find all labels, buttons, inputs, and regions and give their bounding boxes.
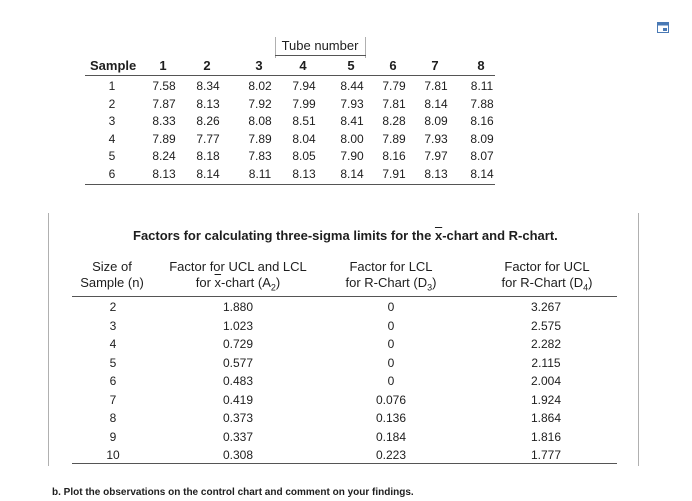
tube-number-label: 4 — [299, 58, 307, 73]
tube-number-label: 1 — [159, 58, 167, 73]
tube-measurement: 8.24 — [152, 149, 176, 163]
tube-measurement: 7.93 — [424, 131, 448, 146]
a2-factor: 0.483 — [222, 374, 254, 388]
tube-measurement: 8.08 — [248, 114, 272, 128]
sample-header: Sample — [90, 58, 137, 73]
d3-factor: 0 — [387, 300, 395, 314]
tube-measurement: 7.94 — [292, 79, 316, 93]
tube-measurement: 7.89 — [152, 131, 176, 146]
d3-factor: 0 — [387, 318, 395, 333]
sample-number: 3 — [108, 114, 116, 128]
sample-size: 6 — [109, 374, 117, 388]
a2-factor: 0.577 — [222, 355, 254, 370]
d4-factor: 1.816 — [530, 429, 562, 444]
d4-factor: 2.575 — [530, 318, 562, 333]
tube-measurement: 8.16 — [470, 114, 494, 128]
d4-factor: 2.115 — [531, 355, 561, 370]
tube-measurement: 8.14 — [424, 96, 448, 111]
col-d4-header: Factor for UCL for R-Chart $(D_4)$ — [501, 259, 593, 293]
col-a2-header: Factor for UCL and LCL for $\overline{x}$-chart $(A_2)$ — [169, 259, 307, 293]
a2-factor: 0.373 — [222, 411, 254, 425]
sample-size: 10 — [106, 448, 120, 462]
tube-measurement: 8.13 — [424, 166, 448, 181]
tube-measurement: 7.91 — [382, 166, 406, 181]
question-text: b. Plot the observations on the control chart and comment on your findings. — [52, 487, 414, 498]
tube-measurement: 8.26 — [196, 114, 220, 128]
sample-size: 2 — [109, 300, 117, 314]
d3-factor: 0.184 — [375, 429, 407, 444]
tube-measurement: 8.18 — [196, 149, 220, 163]
sample-size: 5 — [109, 355, 117, 370]
tube-number-label: 3 — [255, 58, 263, 73]
sample-number: 6 — [108, 166, 116, 181]
d4-factor: 2.004 — [530, 374, 562, 388]
d4-factor: 3.267 — [530, 300, 562, 314]
tube-measurement: 7.77 — [196, 131, 220, 146]
tube-measurement: 7.89 — [248, 131, 272, 146]
tube-measurement: 8.00 — [340, 131, 364, 146]
tube-measurement: 8.05 — [292, 149, 316, 163]
sample-size: 3 — [109, 318, 117, 333]
d4-factor: 2.282 — [530, 337, 562, 351]
col-d3-header: Factor for LCL for R-Chart $(D_3)$ — [345, 259, 437, 293]
tube-measurement: 7.58 — [152, 79, 176, 93]
sample-number: 4 — [108, 131, 116, 146]
d4-factor: 1.924 — [530, 392, 562, 407]
tube-measurement: 7.88 — [470, 96, 494, 111]
tube-measurement: 8.11 — [248, 166, 272, 181]
d3-factor: 0 — [387, 374, 395, 388]
tube-measurement: 8.14 — [340, 166, 364, 181]
tube-measurement: 8.14 — [470, 166, 494, 181]
sample-number: 5 — [108, 149, 116, 163]
sample-number: 2 — [108, 96, 116, 111]
sample-size: 7 — [109, 392, 117, 407]
factors-title: Factors for calculating three-sigma limits for the $\overline{x}$-chart and R-chart. — [133, 228, 558, 243]
tube-measurement: 7.97 — [424, 149, 448, 163]
tube-measurement: 7.81 — [382, 96, 406, 111]
tube-measurement: 8.28 — [382, 114, 406, 128]
d3-factor: 0 — [387, 337, 395, 351]
tube-measurement: 7.93 — [340, 96, 364, 111]
tube-measurement: 7.99 — [292, 96, 316, 111]
tube-measurement: 8.51 — [292, 114, 316, 128]
a2-factor: 0.308 — [222, 448, 254, 462]
tube-measurement: 8.14 — [196, 166, 220, 181]
tube-measurement: 8.09 — [470, 131, 494, 146]
tube-measurement: 8.04 — [292, 131, 316, 146]
tube-measurement: 8.34 — [196, 79, 220, 93]
tube-number-label: 2 — [203, 58, 211, 73]
tube-number-label: 6 — [389, 58, 397, 73]
tube-measurement: 8.07 — [470, 149, 494, 163]
a2-factor: 1.880 — [222, 300, 254, 314]
tube-measurement: 8.13 — [152, 166, 176, 181]
d3-factor: 0.223 — [375, 448, 407, 462]
d4-factor: 1.864 — [530, 411, 562, 425]
tube-measurement: 8.16 — [382, 149, 406, 163]
a2-factor: 0.419 — [222, 392, 254, 407]
tube-number-header: Tube number — [281, 38, 359, 53]
tube-measurement: 8.13 — [292, 166, 316, 181]
tube-number-label: 5 — [347, 58, 355, 73]
a2-factor: 1.023 — [222, 318, 254, 333]
tube-measurement: 8.11 — [470, 79, 494, 93]
tube-measurement: 8.33 — [152, 114, 176, 128]
a2-factor: 0.337 — [222, 429, 254, 444]
a2-factor: 0.729 — [222, 337, 254, 351]
tube-number-label: 7 — [431, 58, 439, 73]
sample-size: 9 — [109, 429, 117, 444]
sample-size: 8 — [109, 411, 117, 425]
tube-measurement: 7.87 — [152, 96, 176, 111]
tube-measurement: 8.02 — [248, 79, 272, 93]
tube-measurement: 7.81 — [424, 79, 448, 93]
col-sample-size-header: Size of Sample (n) — [80, 259, 144, 290]
expand-icon[interactable] — [657, 20, 669, 31]
sample-number: 1 — [108, 79, 116, 93]
tube-measurement: 7.83 — [248, 149, 272, 163]
tube-measurement: 7.89 — [382, 131, 406, 146]
tube-measurement: 8.09 — [424, 114, 448, 128]
tube-measurement: 8.13 — [196, 96, 220, 111]
tube-measurement: 7.92 — [248, 96, 272, 111]
tube-measurement: 7.79 — [382, 79, 406, 93]
d3-factor: 0 — [387, 355, 395, 370]
tube-measurement: 8.44 — [340, 79, 364, 93]
d4-factor: 1.777 — [530, 448, 562, 462]
tube-measurement: 7.90 — [340, 149, 364, 163]
tube-number-label: 8 — [477, 58, 485, 73]
d3-factor: 0.076 — [375, 392, 407, 407]
sample-size: 4 — [109, 337, 117, 351]
d3-factor: 0.136 — [375, 411, 407, 425]
tube-measurement: 8.41 — [340, 114, 364, 128]
